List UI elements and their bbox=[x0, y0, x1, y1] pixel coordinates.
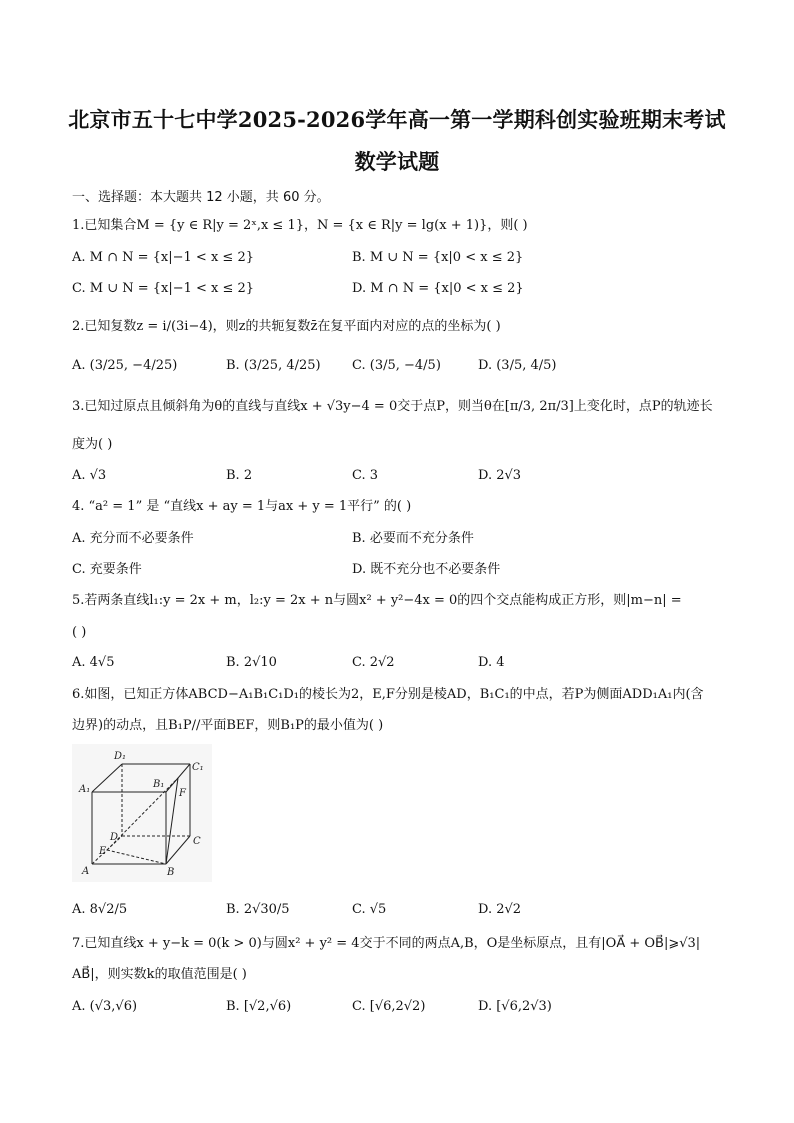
question-1-option-a: A. M ∩ N = {x|−1 < x ≤ 2} bbox=[72, 250, 254, 265]
question-5-stem-line-2: ( ) bbox=[72, 625, 87, 640]
question-2-option-a: A. (3/25, −4/25) bbox=[72, 358, 178, 373]
question-4-option-c: C. 充要条件 bbox=[72, 562, 142, 577]
question-6-option-c: C. √5 bbox=[352, 902, 387, 917]
question-1-stem: 1.已知集合M = {y ∈ R|y = 2ˣ,x ≤ 1}，N = {x ∈ R|y = lg(x + 1)}，则( ) bbox=[72, 218, 528, 233]
question-2-option-d: D. (3/5, 4/5) bbox=[478, 358, 557, 373]
question-6-stem-line-2: 边界)的动点，且B₁P//平面BEF，则B₁P的最小值为( ) bbox=[72, 718, 384, 733]
question-7-option-a: A. (√3,√6) bbox=[72, 999, 138, 1014]
question-3-option-c: C. 3 bbox=[352, 468, 379, 483]
question-5-option-d: D. 4 bbox=[478, 655, 505, 670]
question-7-stem-line-2: AB⃗|，则实数k的取值范围是( ) bbox=[72, 967, 247, 982]
question-6-option-a: A. 8√2/5 bbox=[72, 902, 128, 917]
question-2-option-b: B. (3/25, 4/25) bbox=[226, 358, 321, 373]
question-4-option-a: A. 充分而不必要条件 bbox=[72, 531, 194, 546]
exam-subtitle: 数学试题 bbox=[354, 149, 440, 174]
question-4-stem: 4. “a² = 1” 是 “直线x + ay = 1与ax + y = 1平行” 的( ) bbox=[72, 499, 412, 514]
question-4-option-d: D. 既不充分也不必要条件 bbox=[352, 562, 501, 577]
label-f: F bbox=[179, 788, 186, 799]
question-2-stem: 2.已知复数z = i/(3i−4)，则z的共轭复数z̄在复平面内对应的点的坐标为( ) bbox=[72, 319, 501, 334]
exam-title: 北京市五十七中学2025-2026学年高一第一学期科创实验班期末考试 bbox=[68, 107, 726, 132]
question-5-option-c: C. 2√2 bbox=[352, 655, 395, 670]
question-2-option-c: C. (3/5, −4/5) bbox=[352, 358, 441, 373]
question-4-option-b: B. 必要而不充分条件 bbox=[352, 531, 474, 546]
question-3-option-d: D. 2√3 bbox=[478, 468, 522, 483]
question-3-option-b: B. 2 bbox=[226, 468, 253, 483]
question-7-option-c: C. [√6,2√2) bbox=[352, 999, 426, 1014]
label-d1: D₁ bbox=[114, 751, 127, 762]
label-a1: A₁ bbox=[79, 784, 91, 795]
question-6-option-b: B. 2√30/5 bbox=[226, 902, 290, 917]
question-5-option-b: B. 2√10 bbox=[226, 655, 277, 670]
question-5-option-a: A. 4√5 bbox=[72, 655, 115, 670]
cube-figure bbox=[72, 744, 212, 882]
question-7-stem-line-1: 7.已知直线x + y−k = 0(k > 0)与圆x² + y² = 4交于不同的两点A,B，O是坐标原点，且有|OA⃗ + OB⃗|⩾√3| bbox=[72, 936, 701, 951]
question-6-option-d: D. 2√2 bbox=[478, 902, 522, 917]
label-b1: B₁ bbox=[153, 779, 165, 790]
question-3-stem-line-2: 度为( ) bbox=[72, 437, 113, 452]
label-d: D bbox=[110, 832, 119, 843]
question-1-option-d: D. M ∩ N = {x|0 < x ≤ 2} bbox=[352, 281, 524, 296]
question-1-option-b: B. M ∪ N = {x|0 < x ≤ 2} bbox=[352, 250, 524, 265]
question-3-stem-line-1: 3.已知过原点且倾斜角为θ的直线与直线x + √3y−4 = 0交于点P，则当θ在[π/3, 2π/3]上变化时，点P的轨迹长 bbox=[72, 399, 713, 414]
question-3-option-a: A. √3 bbox=[72, 468, 107, 483]
question-7-option-b: B. [√2,√6) bbox=[226, 999, 292, 1014]
question-5-stem-line-1: 5.若两条直线l₁:y = 2x + m，l₂:y = 2x + n与圆x² + y²−4x = 0的四个交点能构成正方形，则|m−n| = bbox=[72, 593, 682, 608]
label-e: E bbox=[99, 846, 107, 857]
label-c1: C₁ bbox=[192, 762, 204, 773]
section-heading: 一、选择题：本大题共 12 小题，共 60 分。 bbox=[72, 190, 330, 205]
question-7-option-d: D. [√6,2√3) bbox=[478, 999, 552, 1014]
label-a: A bbox=[82, 866, 90, 877]
label-c: C bbox=[193, 836, 201, 847]
question-1-option-c: C. M ∪ N = {x|−1 < x ≤ 2} bbox=[72, 281, 255, 296]
label-b: B bbox=[167, 867, 175, 878]
question-6-stem-line-1: 6.如图，已知正方体ABCD−A₁B₁C₁D₁的棱长为2，E,F分别是棱AD，B₁C₁的中点，若P为侧面ADD₁A₁内(含 bbox=[72, 687, 704, 702]
